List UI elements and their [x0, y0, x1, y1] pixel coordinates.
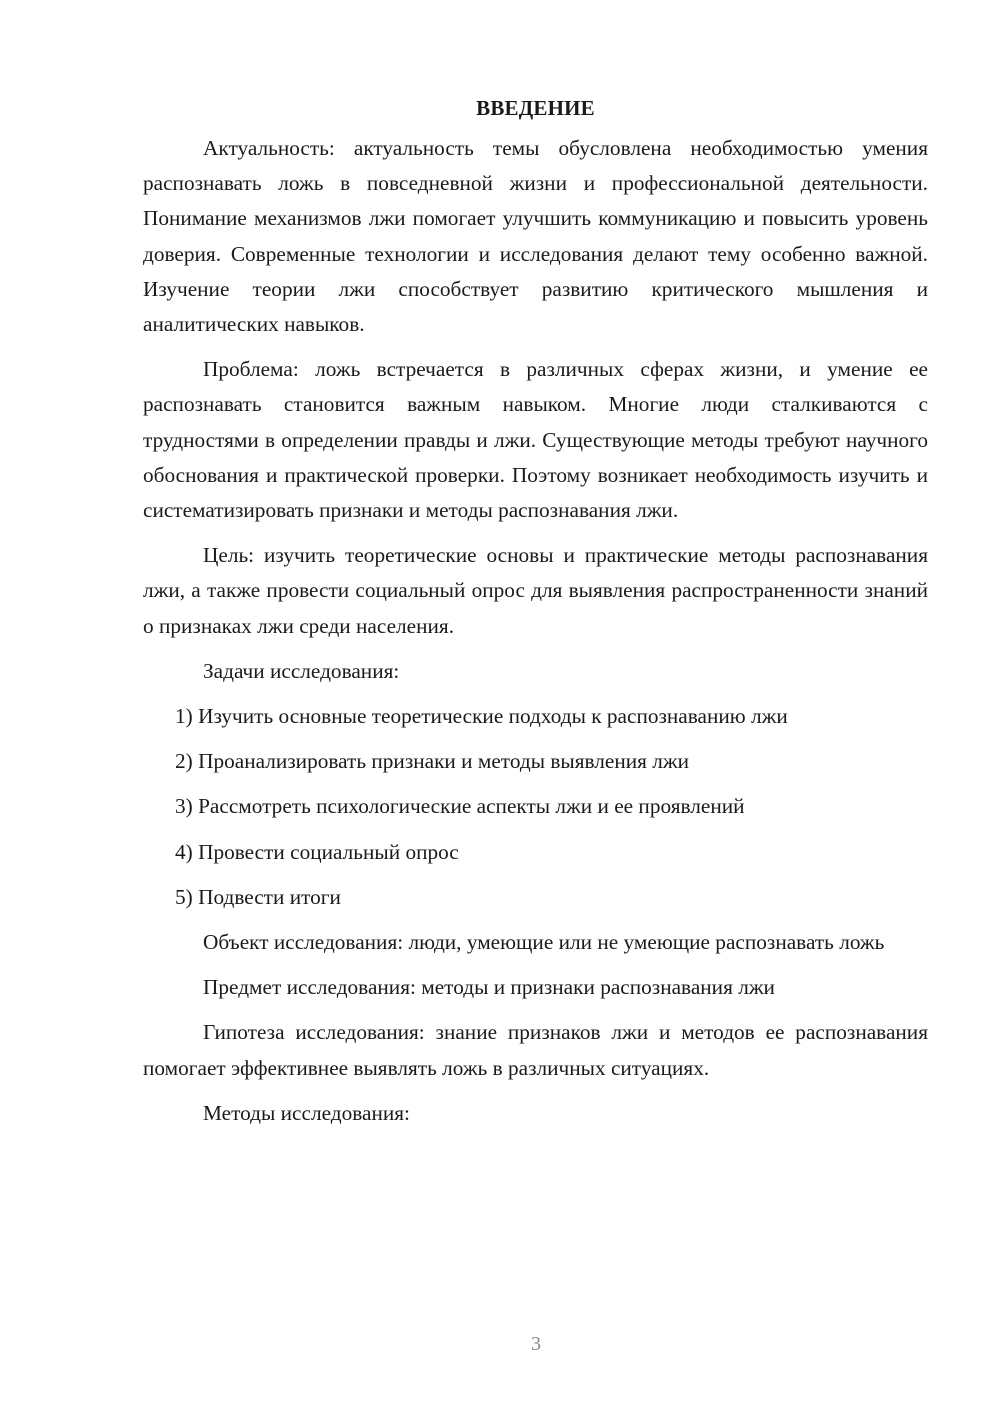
task-item: 1) Изучить основные теоретические подходы к распознаванию лжи: [175, 704, 788, 729]
problem-paragraph: Проблема: ложь встречается в различных сферах жизни, и умение ее распознавать становится важным навыком. Многие люди сталкиваются с трудностями в определении правды и лжи. Существующие методы требуют научного обоснования и практической проверки. Поэтому возникает необходимость изучить и систематизировать признаки и методы распознавания лжи.: [143, 357, 928, 523]
task-item: 2) Проанализировать признаки и методы выявления лжи: [175, 749, 690, 774]
tasks-list: [143, 699, 928, 915]
object-paragraph: Объект исследования: люди, умеющие или не умеющие распознавать ложь: [203, 930, 885, 955]
page-number: 3: [531, 1333, 541, 1355]
task-item: 4) Провести социальный опрос: [175, 839, 459, 864]
section-heading: ВВЕДЕНИЕ: [476, 96, 595, 120]
task-item: 3) Рассмотреть психологические аспекты лжи и ее проявлений: [175, 794, 745, 819]
task-item: 5) Подвести итоги: [175, 884, 341, 909]
document-page: [143, 96, 928, 1131]
hypothesis-paragraph: Гипотеза исследования: знание признаков лжи и методов ее распознавания помогает эффективнее выявлять ложь в различных ситуациях.: [143, 1020, 928, 1080]
relevance-paragraph: Актуальность: актуальность темы обусловлена необходимостью умения распознавать ложь в повседневной жизни и профессиональной деятельности. Понимание механизмов лжи помогает улучшить коммуникацию и повысить уровень доверия. Современные технологии и исследования делают тему особенно важной. Изучение теории лжи способствует развитию критического мышления и аналитических навыков.: [143, 136, 928, 337]
methods-title: Методы исследования:: [203, 1100, 410, 1125]
tasks-title: Задачи исследования:: [203, 658, 400, 683]
goal-paragraph: Цель: изучить теоретические основы и практические методы распознавания лжи, а также провести социальный опрос для выявления распространенности знаний о признаках лжи среди населения.: [143, 543, 928, 638]
subject-paragraph: Предмет исследования: методы и признаки распознавания лжи: [203, 975, 775, 1000]
